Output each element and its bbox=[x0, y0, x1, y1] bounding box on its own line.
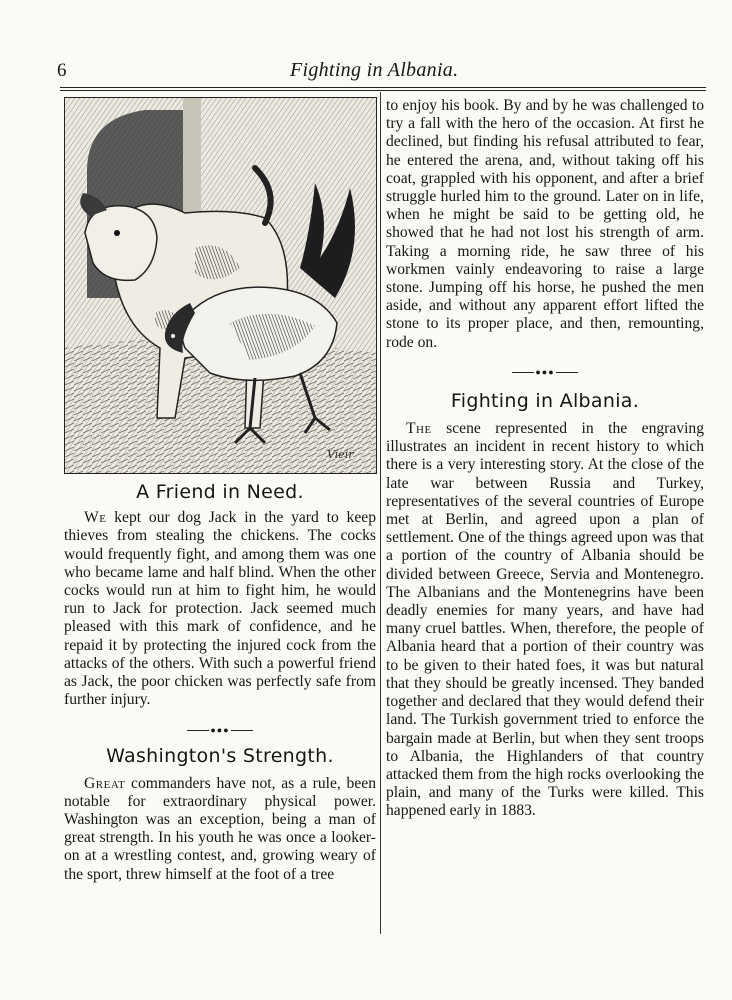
story-body-albania bbox=[386, 420, 704, 820]
section-ornament: ●●● bbox=[386, 366, 704, 380]
dog-eye bbox=[114, 230, 120, 236]
dog-and-rooster-engraving bbox=[64, 97, 377, 474]
rooster-eye bbox=[171, 334, 175, 338]
story-title-friend-in-need: A Friend in Need. bbox=[136, 481, 304, 503]
story-text: scene represented in the engraving illustrates an incident in recent history to which there is a very interesting story. At the close of the late war between Russia and Turkey, representatives of the several countries of Europe met at Berlin, and agreed upon a plan of settlement. One of the things agreed upon was that a portion of the country of Albania should be divided between Greece, Servia and Montenegro. The Albanians and the Montenegrins have been deadly enemies for many years, and have had many cruel battles. When, therefore, the people of Albania heard that a portion of their country was to be given to their hated foes, it was but natural that they should be greatly incensed. They banded together and declared that they would defend their land. The Turkish government tried to enforce the bargain made at Berlin, but when they sent troops to Albania, the Highlanders of that country attacked them from the high rocks overlooking the plain, and many of the Turks were killed. This happened early in 1883. bbox=[386, 420, 704, 820]
small-caps-lead: We bbox=[84, 509, 107, 527]
story-body-friend-in-need bbox=[64, 509, 376, 709]
story-body-washington bbox=[64, 775, 376, 884]
column-divider bbox=[380, 92, 381, 934]
header-rule bbox=[60, 90, 706, 91]
section-ornament: ●●● bbox=[64, 723, 376, 737]
small-caps-lead: The bbox=[406, 420, 432, 438]
running-head: Fighting in Albania. bbox=[290, 59, 459, 81]
page-number: 6 bbox=[57, 60, 67, 81]
story-text: kept our dog Jack in the yard to keep thieves from stealing the chickens. The cocks would frequently fight, and among them was one who became lame and half blind. When the other cocks would run at him to fight him, he would run to Jack for protection. Jack seemed much pleased with this mark of confidence, and he repaid it by protecting the injured cock from the attacks of the others. With such a powerful friend as Jack, the poor chicken was perfectly safe from further injury. bbox=[64, 509, 376, 709]
story-continuation-washington: to enjoy his book. By and by he was challenged to try a fall with the hero of the occasion. At first he declined, but finding his refusal attributed to fear, he entered the arena, and, without taking off his coat, grappled with his opponent, and after a brief struggle hurled him to the ground. Later on in life, when he might be said to be getting old, he showed that he had not lost his strength of arm. Taking a morning ride, he saw three of his workmen vainly endeavoring to raise a large stone. Jumping off his horse, he pushed the men aside, and without any apparent effort lifted the stone to its proper place, and then, remounting, rode on. bbox=[386, 97, 704, 351]
story-text: commanders have not, as a rule, been notable for extraordinary physical power. Washington was an exception, being a man of great strength. In his youth he was once a looker-on at a wrestling contest, and, growing weary of the sport, threw himself at the foot of a tree bbox=[64, 774, 376, 883]
left-column bbox=[64, 481, 376, 884]
story-title-washington: Washington's Strength. bbox=[106, 745, 334, 768]
story-title-albania: Fighting in Albania. bbox=[450, 389, 640, 412]
small-caps-lead: Great bbox=[84, 774, 126, 792]
header-rule bbox=[60, 87, 706, 88]
right-column bbox=[386, 97, 704, 821]
artist-signature: Vieir bbox=[327, 448, 354, 461]
